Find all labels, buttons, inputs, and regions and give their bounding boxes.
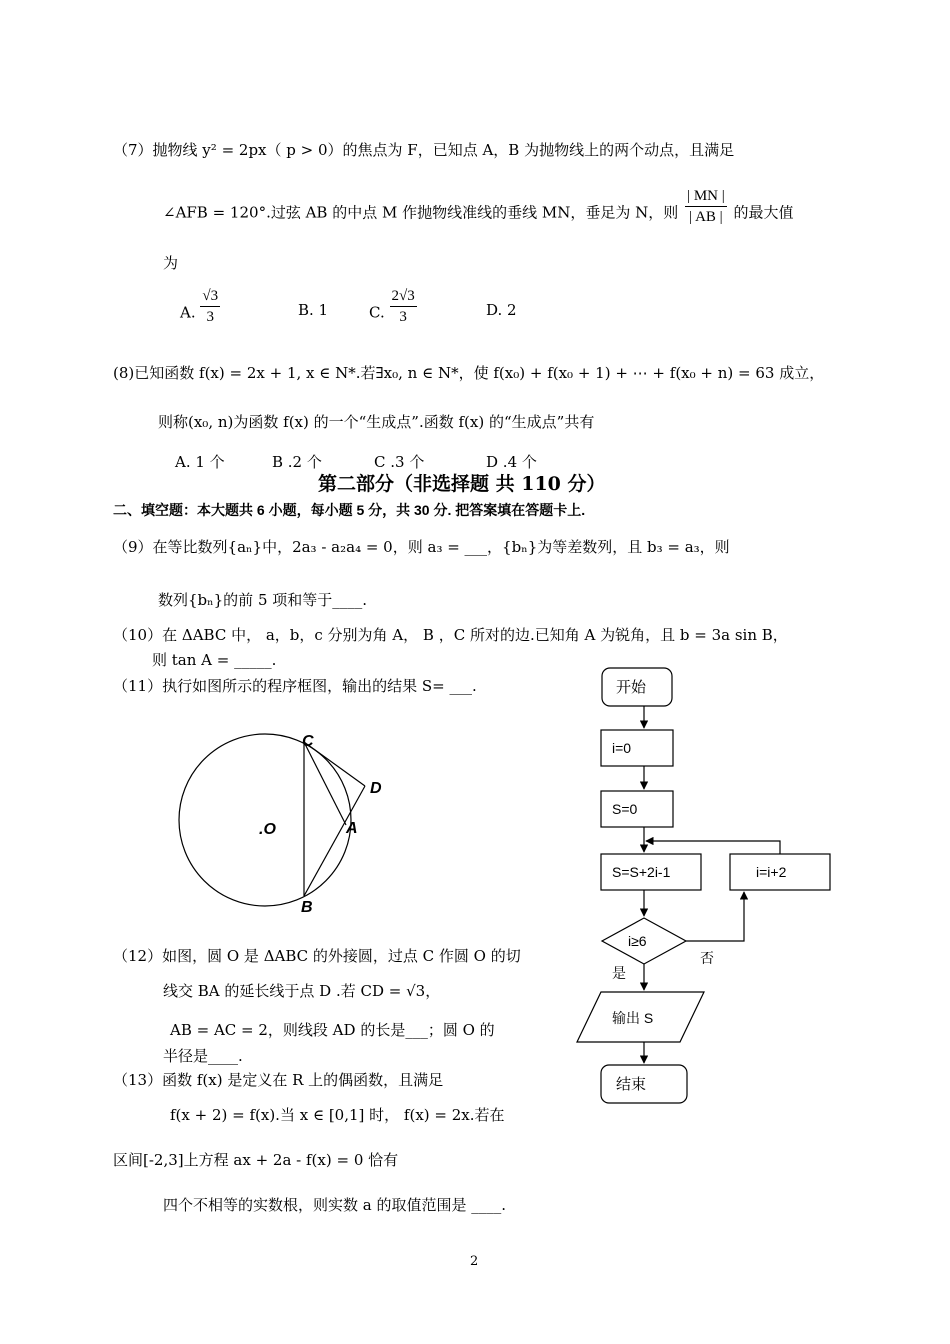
q7-option-c-num: 2√3 bbox=[390, 286, 417, 307]
flow-no-branch bbox=[686, 892, 744, 941]
q12-line1: （12）如图，圆 O 是 ΔABC 的外接圆，过点 C 作圆 O 的切 bbox=[113, 947, 521, 965]
q8-option-c: C .3 个 bbox=[374, 453, 425, 471]
part2-title: 第二部分（非选择题 共 110 分） bbox=[318, 473, 606, 495]
q9-line2: 数列{bₙ}的前 5 项和等于____. bbox=[158, 591, 368, 609]
flow-condition-text: i≥6 bbox=[628, 933, 647, 949]
segment-ca bbox=[304, 742, 346, 825]
q7-option-a-label: A. bbox=[180, 303, 196, 322]
q8-line1: (8)已知函数 f(x) = 2x + 1, x ∈ N*.若∃x₀, n ∈ N*，使 f(x₀) + f(x₀ + 1) + ⋯ + f(x₀ + n) = 63 成立， bbox=[113, 364, 825, 382]
flow-loop-back bbox=[646, 841, 780, 854]
q7-option-a-num: √3 bbox=[200, 286, 220, 307]
q13-line3: 区间[-2,3]上方程 ax + 2a - f(x) = 0 恰有 bbox=[113, 1151, 399, 1169]
flow-start-text: 开始 bbox=[616, 679, 647, 696]
q7-frac-den: | AB | bbox=[689, 209, 723, 225]
q7-line3: 为 bbox=[163, 254, 179, 272]
flow-init-i-text: i=0 bbox=[612, 740, 632, 756]
q8-option-a: A. 1 个 bbox=[175, 453, 225, 471]
q7-line2 bbox=[163, 188, 794, 227]
page-number: 2 bbox=[470, 1254, 479, 1269]
q7-option-c bbox=[369, 288, 417, 327]
label-c: C bbox=[302, 733, 314, 750]
circle-figure bbox=[170, 728, 400, 918]
q7-option-c-frac bbox=[390, 286, 417, 327]
label-d: D bbox=[370, 780, 382, 797]
flow-init-s-text: S=0 bbox=[612, 801, 638, 817]
q13-line2: f(x + 2) = f(x).当 x ∈ [0,1] 时， f(x) = 2x.若在 bbox=[170, 1106, 505, 1124]
flow-yes-label: 是 bbox=[612, 965, 626, 981]
q9-line1: （9）在等比数列{aₙ}中，2a₃ - a₂a₄ = 0，则 a₃ = ___，{bₙ}为等差数列，且 b₃ = a₃，则 bbox=[113, 538, 730, 556]
q12-line3: AB = AC = 2，则线段 AD 的长是___；圆 O 的 bbox=[170, 1021, 495, 1039]
label-a: A bbox=[346, 820, 358, 837]
flow-update-s-text: S=S+2i-1 bbox=[612, 864, 671, 880]
q8-line2: 则称(x₀, n)为函数 f(x) 的一个“生成点”.函数 f(x) 的“生成点”共有 bbox=[158, 413, 595, 431]
q12-line4: 半径是____. bbox=[163, 1047, 243, 1065]
q7-option-a-den: 3 bbox=[206, 309, 214, 325]
q7-option-b: B. 1 bbox=[298, 301, 329, 319]
flow-end-text: 结束 bbox=[616, 1076, 647, 1093]
q7-line1: （7）抛物线 y² = 2px（ p > 0）的焦点为 F，已知点 A，B 为抛物线上的两个动点，且满足 bbox=[113, 141, 735, 159]
flow-update-i-text: i=i+2 bbox=[756, 864, 787, 880]
q7-fraction bbox=[685, 186, 727, 227]
q7-option-d: D. 2 bbox=[486, 301, 517, 319]
label-o: .O bbox=[259, 821, 276, 838]
q7-option-c-label: C. bbox=[369, 303, 385, 322]
q10-line1: （10）在 ΔABC 中， a，b，c 分别为角 A， B ，C 所对的边.已知角 A 为锐角，且 b = 3a sin B， bbox=[113, 626, 788, 644]
label-b: B bbox=[301, 899, 313, 916]
q7-line2-text: ∠AFB = 120°.过弦 AB 的中点 M 作抛物线准线的垂线 MN，垂足为 N，则 bbox=[163, 203, 679, 222]
flow-output-text: 输出 S bbox=[612, 1010, 654, 1026]
q7-option-a bbox=[180, 288, 220, 327]
q13-line1: （13）函数 f(x) 是定义在 R 上的偶函数，且满足 bbox=[113, 1071, 444, 1089]
q7-option-a-frac bbox=[200, 286, 220, 327]
flowchart bbox=[570, 660, 845, 1110]
circle-o bbox=[179, 734, 351, 906]
q7-line2-end: 的最大值 bbox=[733, 203, 794, 222]
q7-option-c-den: 3 bbox=[399, 309, 407, 325]
q11-line1: （11）执行如图所示的程序框图，输出的结果 S= ___. bbox=[113, 677, 477, 695]
q13-line4: 四个不相等的实数根，则实数 a 的取值范围是 ____. bbox=[163, 1196, 507, 1214]
q8-option-b: B .2 个 bbox=[272, 453, 322, 471]
q12-line2: 线交 BA 的延长线于点 D .若 CD = √3， bbox=[163, 982, 441, 1000]
q8-option-d: D .4 个 bbox=[486, 453, 537, 471]
q10-line2: 则 tan A = _____. bbox=[152, 651, 277, 669]
section2-header: 二、填空题：本大题共 6 小题，每小题 5 分，共 30 分. 把答案填在答题卡上. bbox=[113, 502, 586, 518]
q7-frac-num: | MN | bbox=[685, 186, 727, 207]
flow-no-label: 否 bbox=[700, 950, 714, 966]
